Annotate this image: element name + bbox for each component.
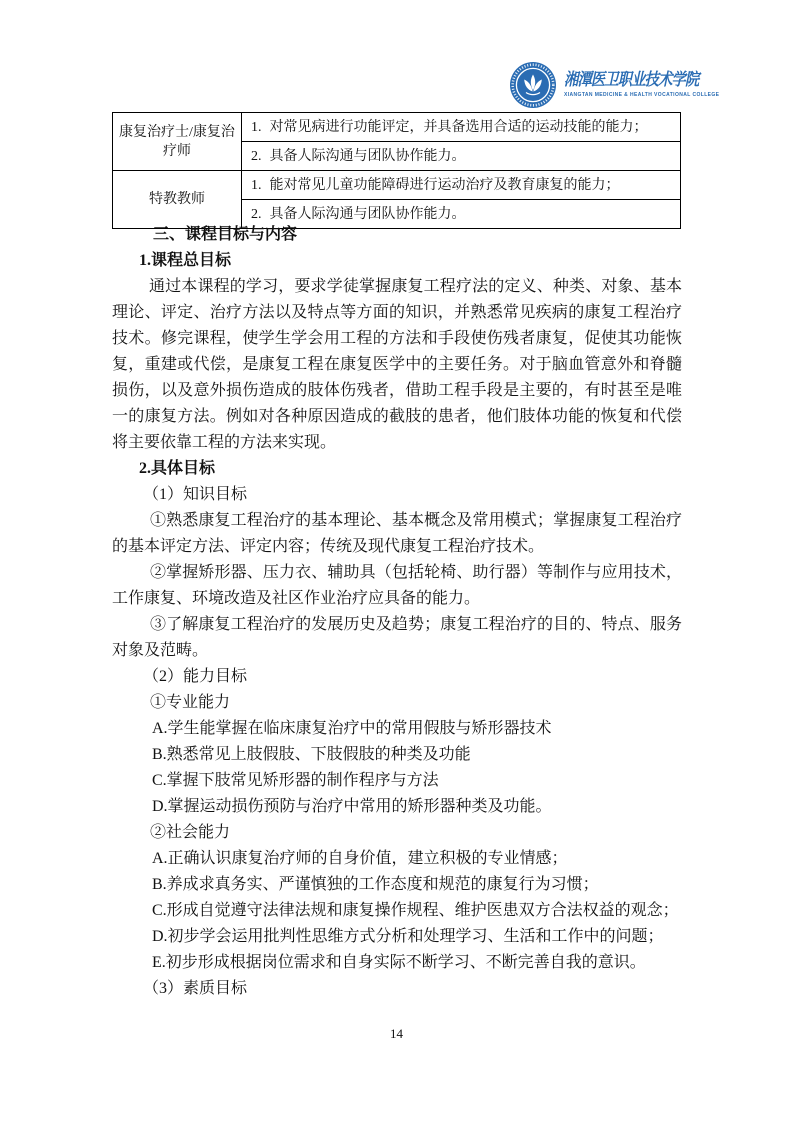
subsection-heading: 2.具体目标 — [139, 460, 216, 477]
objective-subheading: ①专业能力 — [150, 694, 231, 711]
requirement-cell — [242, 171, 681, 200]
item-number: 1. — [251, 177, 262, 193]
item-text: 对常见病进行功能评定，并具备选用合适的运动技能的能力； — [269, 119, 648, 135]
objective-item: ③了解康复工程治疗的发展历史及趋势；康复工程治疗的目的、特点、服务对象及范畴。 — [112, 616, 682, 659]
college-name-en: XIANGTAN MEDICINE & HEALTH VOCATIONAL COLLEGE — [564, 92, 720, 98]
table-row — [113, 171, 681, 200]
item-text: 能对常见儿童功能障碍进行运动治疗及教育康复的能力； — [269, 177, 620, 193]
objective-item: A.学生能掌握在临床康复治疗中的常用假肢与矫形器技术 — [152, 720, 552, 737]
item-text: 具备人际沟通与团队协作能力。 — [269, 148, 466, 164]
page-number: 14 — [390, 1026, 403, 1041]
objective-item: B.养成求真务实、严谨慎独的工作态度和规范的康复行为习惯； — [152, 876, 599, 893]
college-name-zh: 湘潭医卫职业技术学院 — [564, 70, 699, 89]
objective-item: A.正确认识康复治疗师的自身价值，建立积极的专业情感； — [152, 850, 568, 867]
objective-item: B.熟悉常见上肢假肢、下肢假肢的种类及功能 — [152, 746, 471, 763]
objective-item: D.初步学会运用批判性思维方式分析和处理学习、生活和工作中的问题； — [152, 928, 664, 945]
table-row — [113, 113, 681, 142]
college-emblem-icon — [509, 61, 557, 109]
objective-item: ②掌握矫形器、压力衣、辅助具（包括轮椅、助行器）等制作与应用技术，工作康复、环境改造及社区作业治疗应具备的能力。 — [112, 564, 682, 607]
item-number: 2. — [251, 206, 262, 222]
item-text: 具备人际沟通与团队协作能力。 — [269, 206, 466, 222]
paragraph: 通过本课程的学习，要求学徒掌握康复工程疗法的定义、种类、对象、基本理论、评定、治疗方法以及特点等方面的知识，并熟悉常见疾病的康复工程治疗技术。修完课程，使学生学会用工程的方法和手段使伤残者康复，促使其功能恢复，重建或代偿，是康复工程在康复医学中的主要任务。对于脑血管意外和脊髓损伤，以及意外损伤造成的肢体伤残者，借助工程手段是主要的，有时甚至是唯一的康复方法。例如对各种原因造成的截肢的患者，他们肢体功能的恢复和代偿将主要依靠工程的方法来实现。 — [112, 278, 682, 451]
job-requirements-table — [112, 112, 681, 229]
subsection-heading: 1.课程总目标 — [139, 252, 232, 269]
objective-heading: （1）知识目标 — [143, 486, 248, 503]
college-logo — [509, 61, 724, 109]
objective-subheading: ②社会能力 — [150, 824, 231, 841]
objective-item: C.形成自觉遵守法律法规和康复操作规程、维护医患双方合法权益的观念； — [152, 902, 679, 919]
requirement-cell — [242, 142, 681, 171]
college-name-block — [564, 61, 724, 98]
objective-item: D.掌握运动损伤预防与治疗中常用的矫形器种类及功能。 — [152, 798, 552, 815]
item-number: 2. — [251, 148, 262, 164]
item-number: 1. — [251, 119, 262, 135]
role-cell: 特教教师 — [113, 171, 242, 229]
role-cell: 康复治疗士/康复治疗师 — [113, 113, 242, 171]
requirement-cell — [242, 113, 681, 142]
objective-item: C.掌握下肢常见矫形器的制作程序与方法 — [152, 772, 439, 789]
objective-heading: （2）能力目标 — [143, 668, 248, 685]
section-heading: 三、课程目标与内容 — [153, 226, 298, 243]
document-body — [112, 222, 682, 1002]
objective-heading: （3）素质目标 — [143, 980, 248, 997]
objective-item: E.初步形成根据岗位需求和自身实际不断学习、不断完善自我的意识。 — [152, 954, 646, 971]
objective-item: ①熟悉康复工程治疗的基本理论、基本概念及常用模式；掌握康复工程治疗的基本评定方法、评定内容；传统及现代康复工程治疗技术。 — [112, 512, 682, 555]
